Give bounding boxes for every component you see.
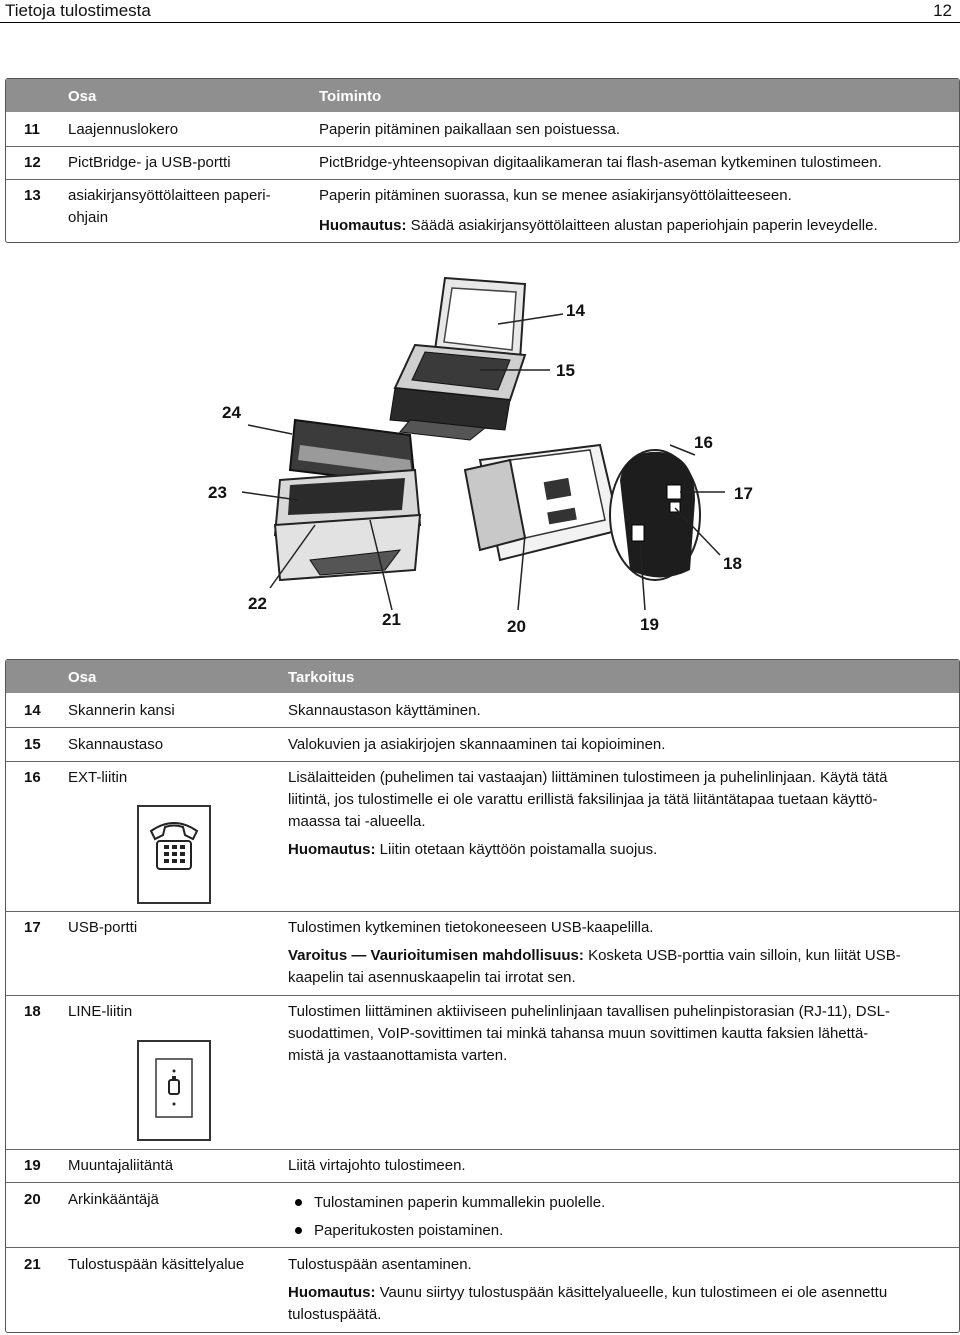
line-port-icon — [137, 1040, 211, 1141]
list-item: Paperitukosten poistaminen. — [288, 1217, 956, 1245]
warning-label: Varoitus — Vaurioitumisen mahdollisuus: — [288, 947, 584, 964]
note-text: Säädä asiakirjansyöttölaitteen alustan paperiohjain paperin leveydelle. — [406, 217, 878, 234]
page-header — [0, 0, 960, 22]
row-divider — [6, 727, 959, 728]
ports-inset-illustration — [610, 445, 725, 610]
note-text: Vaunu siirtyy tulostuspään käsittelyalueelle, kun tulostimeen ei ole asennettu — [375, 1284, 888, 1301]
ext-phone-port-icon — [137, 805, 211, 904]
note-label: Huomautus: — [319, 217, 407, 234]
purpose-line: Tulostuspään asentaminen. — [288, 1256, 472, 1273]
purpose-line: Tulostimen liittäminen aktiiviseen puhelinlinjaan tavallisen puhelinpistorasian (RJ-11), DSL- — [288, 1003, 890, 1020]
callout-15: 15 — [556, 361, 575, 380]
row-divider — [6, 146, 959, 147]
note-label: Huomautus: — [288, 1284, 376, 1301]
row-number: 20 — [24, 1191, 41, 1208]
callout-18: 18 — [723, 554, 742, 573]
table-header — [6, 79, 959, 112]
part-name: Laajennuslokero — [68, 121, 179, 138]
printer-open-illustration — [242, 420, 420, 610]
row-number: 21 — [24, 1256, 41, 1273]
part-name-line: ohjain — [68, 209, 109, 226]
callout-16: 16 — [694, 433, 713, 452]
row-divider — [6, 911, 959, 912]
row-divider — [6, 1247, 959, 1248]
row-number: 14 — [24, 702, 41, 719]
printer-parts-figure — [180, 270, 780, 640]
row-divider — [6, 761, 959, 762]
purpose-line: suodattimen, VoIP-sovittimen tai minkä tahansa muun sovittimen kautta faksien lähettä- — [288, 1025, 869, 1042]
part-name: LINE-liitin — [68, 1003, 133, 1020]
purpose-line: maassa tai -alueella. — [288, 813, 426, 830]
purpose-line: liitintä, jos tulostimelle ei ole varattu erillistä faksilinjaa ja tätä liitäntätapaa tuetaan käyttö- — [288, 791, 878, 808]
callout-19: 19 — [640, 615, 659, 634]
part-purpose — [288, 767, 956, 861]
col-header-purpose: Tarkoitus — [288, 669, 355, 686]
part-function: Paperin pitäminen paikallaan sen poistuessa. — [319, 121, 621, 138]
parts-table-2 — [5, 659, 960, 1333]
printer-scanner-illustration — [390, 278, 563, 440]
part-name: Muuntajaliitäntä — [68, 1157, 174, 1174]
table-header — [6, 660, 959, 693]
purpose-line: mistä ja vastaanottamista varten. — [288, 1047, 508, 1064]
part-name — [68, 185, 271, 229]
note-text: Liitin otetaan käyttöön poistamalla suojus. — [375, 841, 658, 858]
warning-text: kaapelin tai asennuskaapelin tai irrotat sen. — [288, 969, 576, 986]
part-name: Tulostuspään käsittelyalue — [68, 1256, 245, 1273]
part-name: EXT-liitin — [68, 769, 128, 786]
part-name-line: asiakirjansyöttölaitteen paperi- — [68, 187, 271, 204]
callout-22: 22 — [248, 594, 267, 613]
note — [319, 215, 878, 237]
part-name: Arkinkääntäjä — [68, 1191, 159, 1208]
part-purpose — [288, 1254, 956, 1326]
callout-20: 20 — [507, 617, 526, 636]
part-purpose: Liitä virtajohto tulostimeen. — [288, 1157, 466, 1174]
callout-21: 21 — [382, 610, 401, 629]
warning — [288, 945, 901, 967]
part-purpose: Skannaustason käyttäminen. — [288, 702, 481, 719]
section-title: Tietoja tulostimesta — [5, 1, 151, 20]
row-number: 17 — [24, 919, 41, 936]
part-name: USB-portti — [68, 919, 138, 936]
col-header-part: Osa — [68, 669, 97, 686]
part-purpose — [288, 1001, 956, 1067]
row-divider — [6, 1149, 959, 1150]
row-number: 15 — [24, 736, 41, 753]
note-label: Huomautus: — [288, 841, 376, 858]
row-number: 11 — [24, 121, 40, 138]
col-header-part: Osa — [68, 88, 97, 105]
page-number: 12 — [933, 1, 952, 20]
row-divider — [6, 1182, 959, 1183]
row-number: 12 — [24, 154, 41, 171]
callout-23: 23 — [208, 483, 227, 502]
row-number: 13 — [24, 187, 41, 204]
purpose-line: Lisälaitteiden (puhelimen tai vastaajan) liittäminen tulostimeen ja puhelinlinjaan. Käytä tätä — [288, 769, 888, 786]
part-function — [319, 185, 959, 237]
printer-rear-illustration — [465, 445, 620, 610]
part-purpose — [288, 917, 956, 989]
callout-24: 24 — [222, 403, 241, 422]
purpose-line: Tulostimen kytkeminen tietokoneeseen USB-kaapelilla. — [288, 919, 654, 936]
callout-17: 17 — [734, 484, 753, 503]
note — [288, 839, 657, 861]
row-divider — [6, 995, 959, 996]
function-text: Paperin pitäminen suorassa, kun se menee asiakirjansyöttölaitteeseen. — [319, 187, 792, 204]
col-header-function: Toiminto — [319, 88, 382, 105]
list-item: Tulostaminen paperin kummallekin puolelle. — [288, 1189, 956, 1217]
row-divider — [6, 179, 959, 180]
purpose-bullet-list — [288, 1189, 956, 1245]
header-rule — [0, 22, 960, 23]
part-name: PictBridge- ja USB-portti — [68, 154, 231, 171]
part-name: Skannerin kansi — [68, 702, 175, 719]
part-name: Skannaustaso — [68, 736, 164, 753]
part-function: PictBridge-yhteensopivan digitaalikameran tai flash-aseman kytkeminen tulostimeen. — [319, 154, 882, 171]
row-number: 18 — [24, 1003, 41, 1020]
parts-table-1 — [5, 78, 960, 243]
callout-14: 14 — [566, 301, 585, 320]
note — [288, 1282, 887, 1304]
part-purpose: Valokuvien ja asiakirjojen skannaaminen tai kopioiminen. — [288, 736, 666, 753]
row-number: 16 — [24, 769, 41, 786]
row-number: 19 — [24, 1157, 41, 1174]
note-text: tulostuspäätä. — [288, 1306, 382, 1323]
warning-text: Kosketa USB-porttia vain silloin, kun liität USB- — [583, 947, 901, 964]
